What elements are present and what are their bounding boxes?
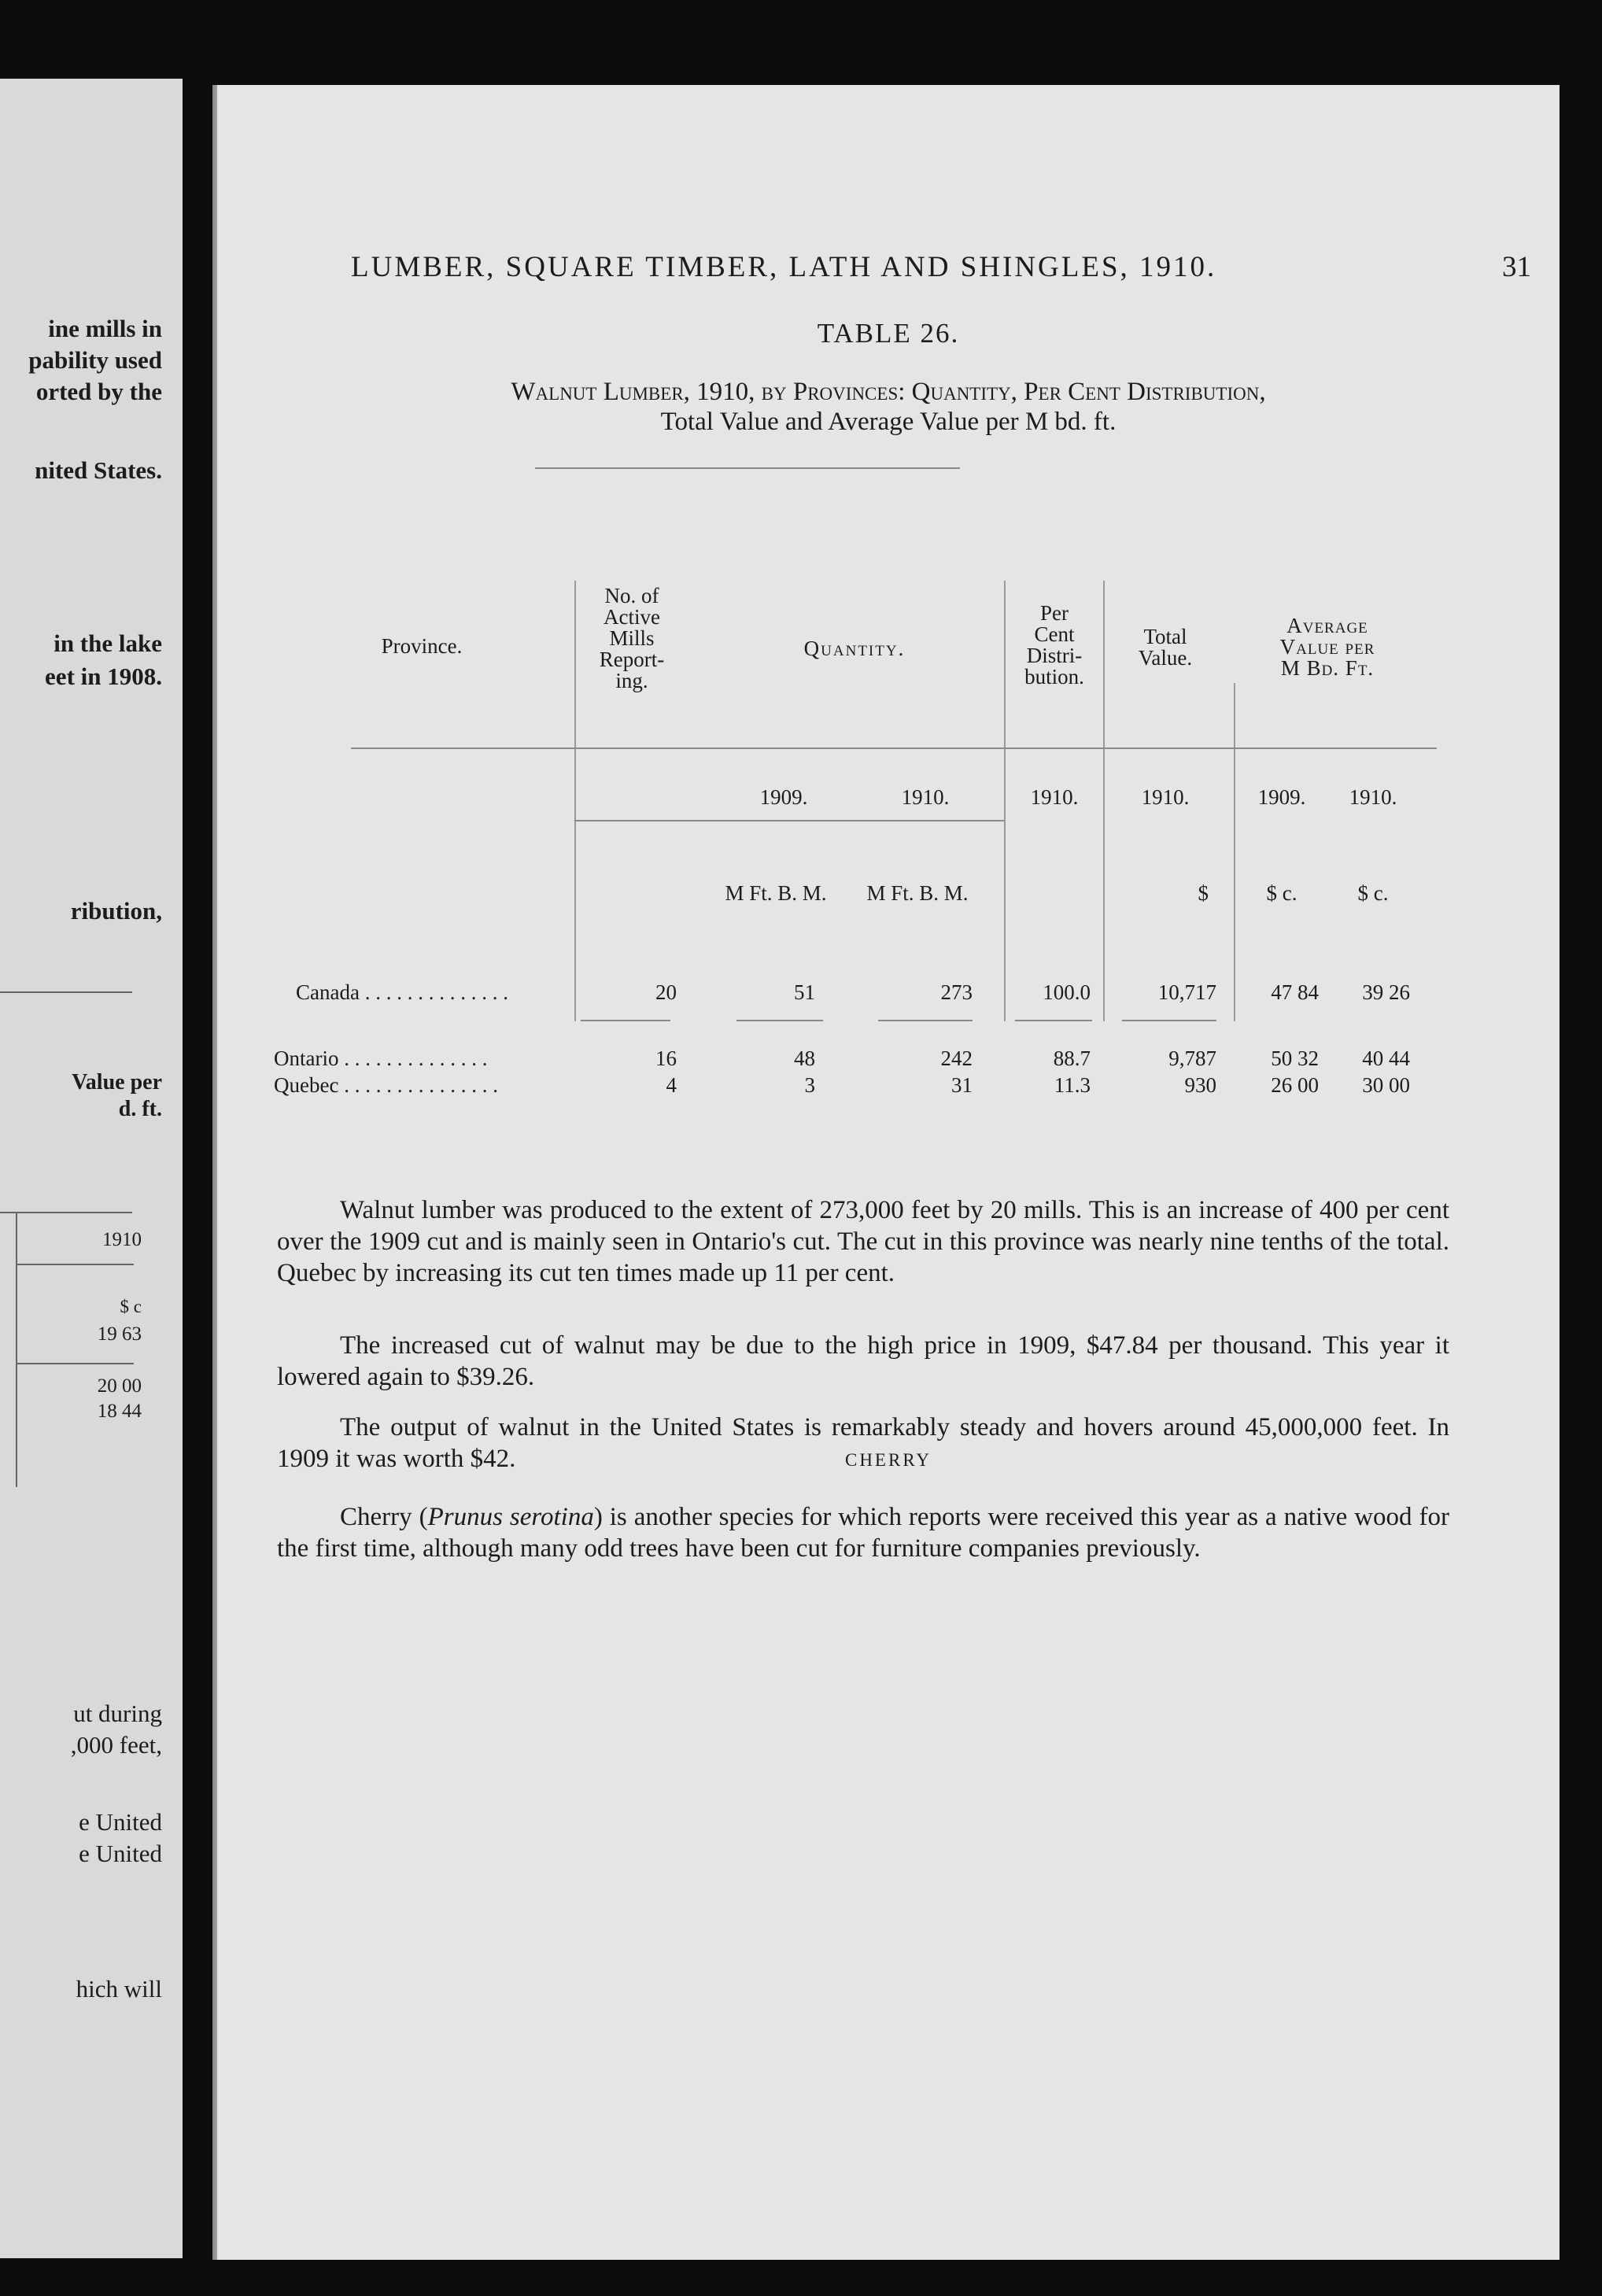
cell-mills: 20 bbox=[655, 980, 677, 1004]
years-rule bbox=[574, 820, 1004, 821]
dot-leader: . . . . . . . . . . . . . . bbox=[338, 1046, 488, 1070]
year-average-1910: 1910. bbox=[1349, 785, 1397, 809]
year-per-cent-1910: 1910. bbox=[1030, 785, 1079, 809]
left-page-line: eet in 1908. bbox=[45, 663, 162, 690]
left-page-line: in the lake bbox=[54, 629, 162, 657]
column-divider bbox=[1004, 581, 1006, 1021]
table-caption: Walnut Lumber, 1910, by Provinces: Quantity, Per Cent Distribution, bbox=[511, 378, 1266, 406]
left-page-rule bbox=[0, 1212, 132, 1213]
left-page-line: ,000 feet, bbox=[70, 1731, 162, 1759]
header-average-value-line: Average bbox=[1286, 614, 1368, 637]
cell-total-value: 9,787 bbox=[1168, 1046, 1216, 1070]
unit-total-value: $ bbox=[1198, 881, 1209, 905]
left-page-line: ribution, bbox=[70, 897, 162, 925]
page-number: 31 bbox=[1502, 251, 1531, 283]
header-quantity: Quantity. bbox=[803, 637, 906, 660]
left-page-line: orted by the bbox=[35, 378, 162, 405]
cell-average-1909: 50 32 bbox=[1271, 1046, 1319, 1070]
main-page bbox=[217, 85, 1560, 2260]
cell-mills: 4 bbox=[666, 1073, 677, 1097]
header-mills-line: No. of bbox=[604, 584, 659, 607]
subtotal-rule bbox=[878, 1020, 973, 1021]
left-page-line: e United bbox=[79, 1808, 162, 1836]
header-rule bbox=[351, 747, 1437, 749]
cell-quantity-1910: 273 bbox=[940, 980, 973, 1004]
header-mills-line: Active bbox=[604, 605, 660, 629]
cell-per-cent: 11.3 bbox=[1054, 1073, 1091, 1097]
left-page-rule bbox=[0, 991, 132, 993]
cell-average-1910: 40 44 bbox=[1362, 1046, 1410, 1070]
left-page-line: Value per bbox=[72, 1070, 162, 1094]
left-page-line: pability used bbox=[28, 346, 162, 374]
left-page-line: e United bbox=[79, 1840, 162, 1867]
left-page-line: 18 44 bbox=[97, 1401, 142, 1422]
cell-quantity-1910: 31 bbox=[951, 1073, 973, 1097]
cell-per-cent: 100.0 bbox=[1043, 980, 1091, 1004]
table-caption: Total Value and Average Value per M bd. ft. bbox=[660, 408, 1117, 436]
header-mills-line: Report- bbox=[599, 648, 665, 671]
year-quantity-1909: 1909. bbox=[759, 785, 808, 809]
header-average-value-line: M Bd. Ft. bbox=[1280, 656, 1375, 680]
cell-average-1909: 26 00 bbox=[1271, 1073, 1319, 1097]
paragraph: The increased cut of walnut may be due to the high price in 1909, $47.84 per thousand. This year it lowered again to $39.26. bbox=[277, 1331, 1449, 1391]
header-mills-line: ing. bbox=[615, 669, 648, 692]
row-province bbox=[296, 980, 508, 1005]
paragraph: The output of walnut in the United States is remarkably steady and hovers around 45,000,000 feet. In 1909 it was worth $42. bbox=[277, 1413, 1449, 1473]
running-head: LUMBER, SQUARE TIMBER, LATH AND SHINGLES, 1910. bbox=[351, 251, 1217, 283]
dot-leader: . . . . . . . . . . . . . . bbox=[359, 980, 508, 1004]
subtotal-rule bbox=[736, 1020, 823, 1021]
row-province bbox=[274, 1046, 487, 1071]
header-per-cent-line: Per bbox=[1040, 601, 1069, 625]
header-mills bbox=[565, 585, 699, 692]
body-text bbox=[277, 1194, 1449, 1289]
subtotal-rule bbox=[1122, 1020, 1216, 1021]
left-page-line: ut during bbox=[73, 1700, 162, 1727]
left-page-rule bbox=[16, 1264, 134, 1265]
left-page-line: nited States. bbox=[35, 456, 162, 484]
species-name: Prunus serotina bbox=[427, 1503, 594, 1531]
unit-average-1910: $ c. bbox=[1357, 881, 1389, 905]
body-text bbox=[277, 1501, 1449, 1564]
header-mills-line: Mills bbox=[609, 626, 655, 650]
left-page-line: 19 63 bbox=[97, 1323, 142, 1345]
left-page-line: hich will bbox=[76, 1975, 162, 2003]
paragraph bbox=[277, 1501, 1449, 1564]
section-heading: CHERRY bbox=[844, 1450, 932, 1470]
unit-quantity-1910: M Ft. B. M. bbox=[866, 881, 969, 905]
year-average-1909: 1909. bbox=[1257, 785, 1306, 809]
unit-average-1909: $ c. bbox=[1266, 881, 1297, 905]
header-total-value-line: Value. bbox=[1138, 646, 1193, 670]
province-name: Ontario bbox=[274, 1046, 339, 1070]
left-page-line: d. ft. bbox=[118, 1097, 162, 1121]
header-total-value bbox=[1106, 626, 1224, 669]
left-page-line: ine mills in bbox=[48, 315, 162, 342]
cell-average-1910: 39 26 bbox=[1362, 980, 1410, 1004]
column-divider bbox=[1103, 581, 1105, 1021]
cell-quantity-1909: 3 bbox=[804, 1073, 815, 1097]
cell-mills: 16 bbox=[655, 1046, 677, 1070]
province-name: Quebec bbox=[274, 1073, 339, 1097]
left-page-line: 20 00 bbox=[97, 1375, 142, 1397]
subtotal-rule bbox=[1015, 1020, 1092, 1021]
paragraph-text: Cherry ( bbox=[340, 1503, 428, 1531]
cell-quantity-1909: 48 bbox=[794, 1046, 815, 1070]
header-per-cent bbox=[1007, 603, 1102, 688]
left-page-rule bbox=[16, 1363, 134, 1364]
body-text bbox=[277, 1330, 1449, 1393]
header-province: Province. bbox=[381, 634, 463, 658]
cell-average-1910: 30 00 bbox=[1362, 1073, 1410, 1097]
header-per-cent-line: Cent bbox=[1034, 622, 1075, 646]
table-top-rule bbox=[535, 467, 960, 469]
header-per-cent-line: bution. bbox=[1024, 665, 1084, 688]
left-page-line: 1910 bbox=[102, 1229, 142, 1250]
header-average-value bbox=[1237, 615, 1418, 679]
cell-average-1909: 47 84 bbox=[1271, 980, 1319, 1004]
header-total-value-line: Total bbox=[1143, 625, 1187, 648]
subtotal-rule bbox=[581, 1020, 670, 1021]
paragraph: Walnut lumber was produced to the extent of 273,000 feet by 20 mills. This is an increase of 400 per cent over the 1909 cut and is mainly seen in Ontario's cut. The cut in this province was nearly nine tenths of the total. Quebec by increasing its cut ten times made up 11 per cent. bbox=[277, 1196, 1449, 1287]
cell-total-value: 10,717 bbox=[1157, 980, 1216, 1004]
cell-per-cent: 88.7 bbox=[1053, 1046, 1091, 1070]
left-page-column-rule bbox=[16, 1212, 17, 1487]
column-divider bbox=[1234, 683, 1235, 1021]
province-name: Canada bbox=[296, 980, 360, 1004]
row-province bbox=[274, 1073, 498, 1098]
left-page-line: $ c bbox=[120, 1297, 142, 1316]
cell-total-value: 930 bbox=[1184, 1073, 1216, 1097]
year-total-value-1910: 1910. bbox=[1141, 785, 1190, 809]
cell-quantity-1910: 242 bbox=[940, 1046, 973, 1070]
dot-leader: . . . . . . . . . . . . . . . bbox=[338, 1073, 498, 1097]
year-quantity-1910: 1910. bbox=[901, 785, 950, 809]
header-average-value-line: Value per bbox=[1279, 635, 1375, 659]
table-number: TABLE 26. bbox=[817, 318, 960, 349]
unit-quantity-1909: M Ft. B. M. bbox=[725, 881, 827, 905]
paragraph-text: ) is another species for which reports were received this year as a native wood for the first time, although many odd trees have been cut for furniture companies previously. bbox=[277, 1503, 1449, 1563]
header-per-cent-line: Distri- bbox=[1026, 644, 1083, 667]
cell-quantity-1909: 51 bbox=[794, 980, 815, 1004]
left-facing-page bbox=[0, 79, 183, 2258]
